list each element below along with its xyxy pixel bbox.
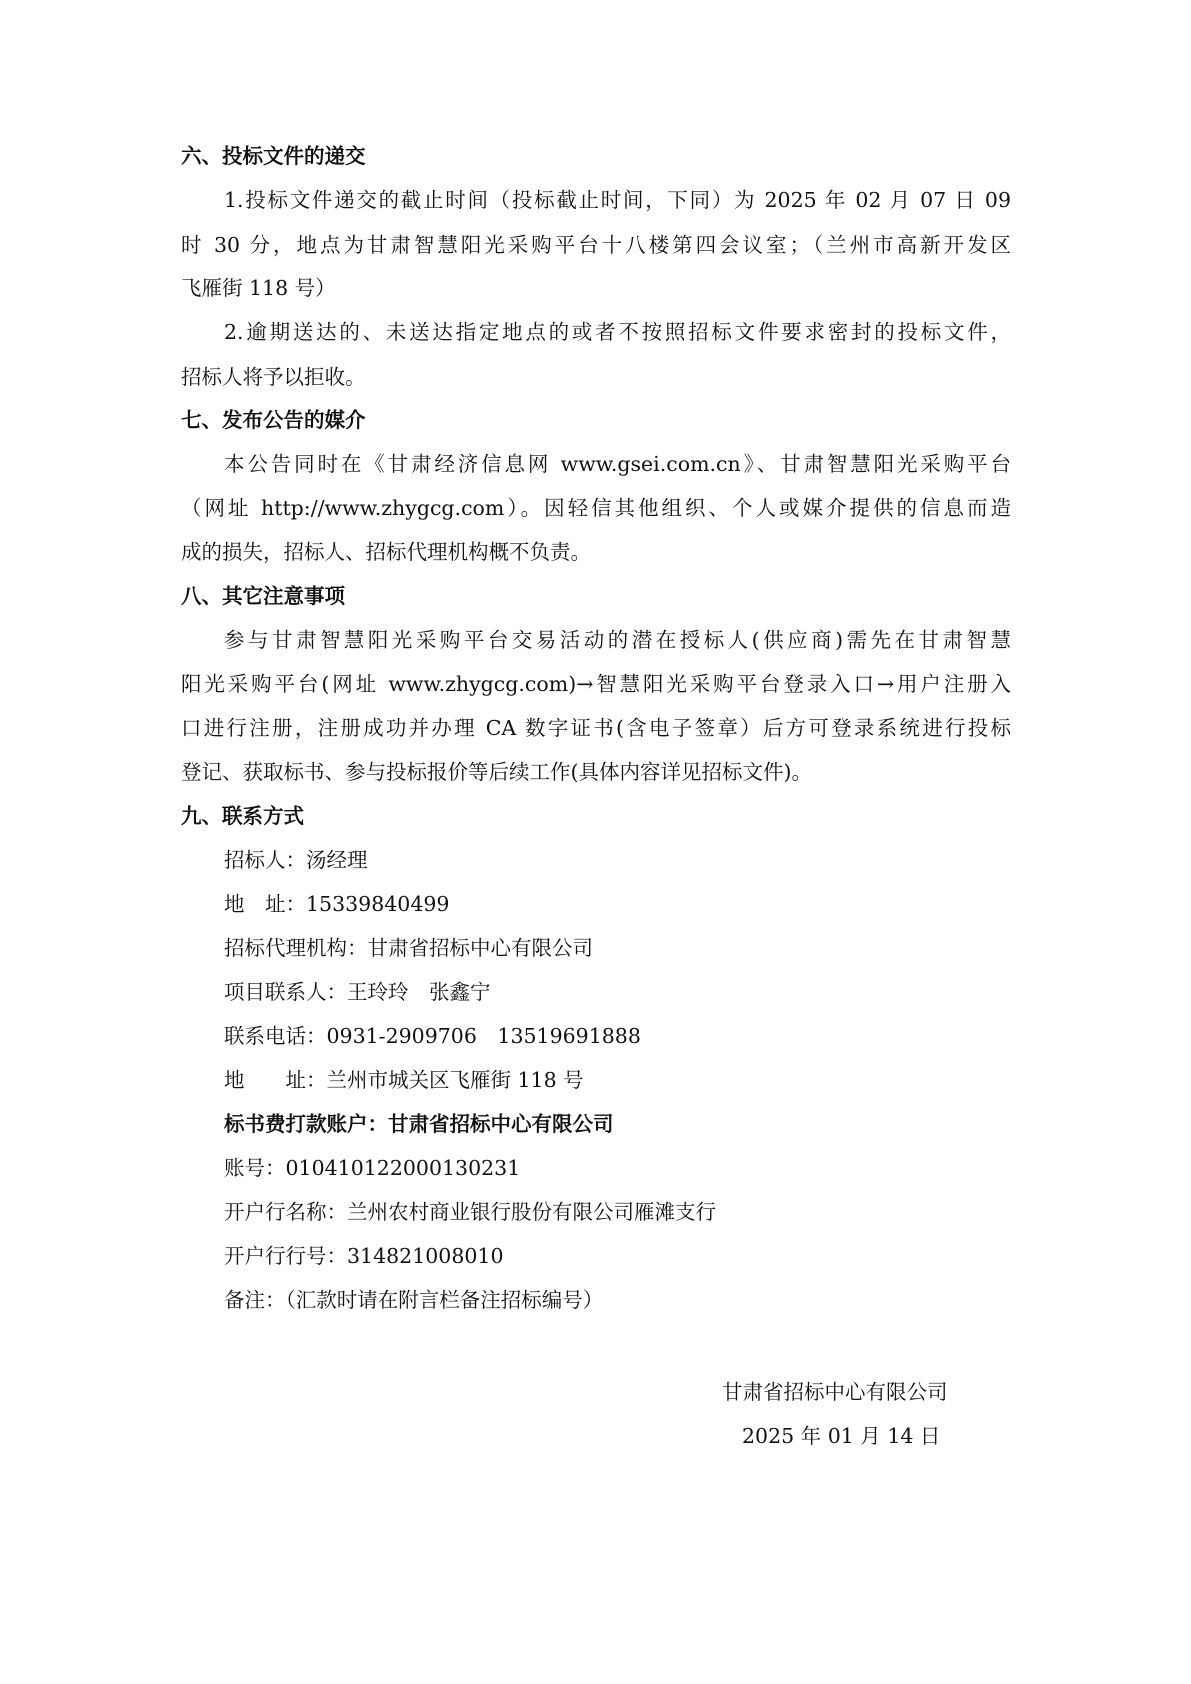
bank-code-line: 开户行行号：314821008010 xyxy=(224,1244,504,1268)
section-6-paragraph-2-line-1: 2.逾期送达的、未送达指定地点的或者不按照招标文件要求密封的投标文件， xyxy=(224,320,1011,344)
project-contacts-line: 项目联系人：王玲玲 张鑫宁 xyxy=(224,980,491,1004)
bank-name-line: 开户行名称：兰州农村商业银行股份有限公司雁滩支行 xyxy=(224,1200,716,1224)
tenderer-line: 招标人：汤经理 xyxy=(224,848,368,872)
section-9-heading: 九、联系方式 xyxy=(181,804,304,828)
section-6-paragraph-1-line-3: 飞雁街 118 号） xyxy=(181,276,336,300)
section-7-heading: 七、发布公告的媒介 xyxy=(181,408,366,432)
section-6-paragraph-1-line-1: 1.投标文件递交的截止时间（投标截止时间，下同）为 2025 年 02 月 07 日 09 xyxy=(224,188,1011,212)
signature-company: 甘肃省招标中心有限公司 xyxy=(722,1380,948,1404)
signature-date: 2025 年 01 月 14 日 xyxy=(742,1424,941,1448)
agency-address-line: 地 址：兰州市城关区飞雁街 118 号 xyxy=(224,1068,584,1092)
section-8-line-1: 参与甘肃智慧阳光采购平台交易活动的潜在授标人(供应商)需先在甘肃智慧 xyxy=(224,628,1011,652)
account-number-line: 账号：010410122000130231 xyxy=(224,1156,521,1180)
section-7-line-3: 成的损失，招标人、招标代理机构概不负责。 xyxy=(181,540,591,564)
remark-line: 备注：（汇款时请在附言栏备注招标编号） xyxy=(224,1288,604,1312)
section-8-line-2: 阳光采购平台(网址 www.zhygcg.com)→智慧阳光采购平台登录入口→用户注册入 xyxy=(181,672,1011,696)
section-8-line-4: 登记、获取标书、参与投标报价等后续工作(具体内容详见招标文件)。 xyxy=(181,760,812,784)
section-7-line-1: 本公告同时在《甘肃经济信息网 www.gsei.com.cn》、甘肃智慧阳光采购平台 xyxy=(224,452,1011,476)
section-6-paragraph-2-line-2: 招标人将予以拒收。 xyxy=(181,365,366,389)
section-6-heading: 六、投标文件的递交 xyxy=(181,144,366,168)
section-6-paragraph-1-line-2: 时 30 分，地点为甘肃智慧阳光采购平台十八楼第四会议室；（兰州市高新开发区 xyxy=(181,233,1011,257)
tenderer-address-line: 地 址：15339840499 xyxy=(224,892,450,916)
section-8-line-3: 口进行注册，注册成功并办理 CA 数字证书(含电子签章）后方可登录系统进行投标 xyxy=(181,716,1011,740)
section-8-heading: 八、其它注意事项 xyxy=(181,584,345,608)
contact-phone-line: 联系电话：0931-2909706 13519691888 xyxy=(224,1024,641,1048)
payment-account-title: 标书费打款账户：甘肃省招标中心有限公司 xyxy=(224,1112,614,1136)
agency-line: 招标代理机构：甘肃省招标中心有限公司 xyxy=(224,936,593,960)
section-7-line-2: （网址 http://www.zhygcg.com）。因轻信其他组织、个人或媒介提供的信息而造 xyxy=(181,496,1011,520)
